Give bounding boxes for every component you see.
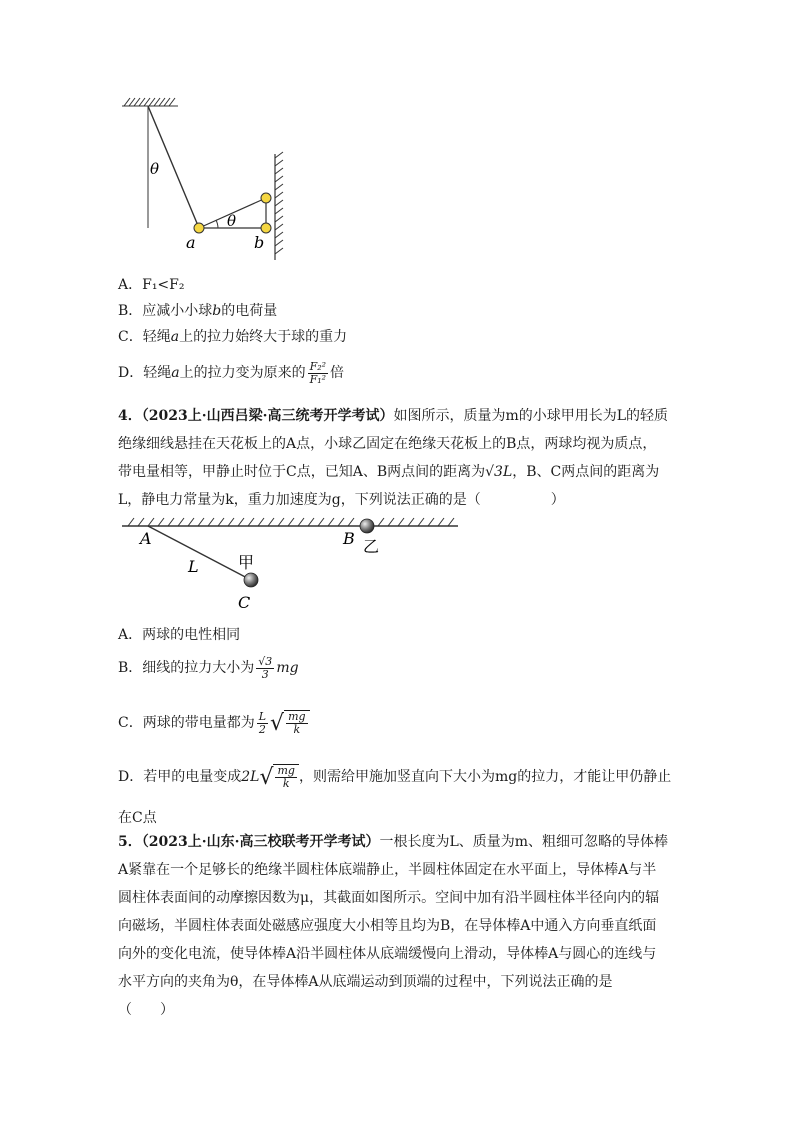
q3-option-b-prefix: B．应减小小球 [118,303,213,319]
q3-option-d[interactable] [118,355,344,391]
q4-line4-text: L，静电力常量为k，重力加速度为g，下列说法正确的是（ [118,492,481,508]
q4-number: 4． [118,408,142,424]
q4-option-c[interactable] [118,703,310,743]
q4-line3-post: ，B、C两点间的距离为 [512,464,660,480]
label-theta-top: θ [150,160,160,178]
q4-line4-end: ） [550,492,565,508]
q4-option-c-rad-den: k [293,723,301,736]
ceiling-hatch [122,98,178,106]
q4-option-d-rad-num: mg [277,764,295,777]
q5-source: （2023上·山东·高三校联考开学考试） [141,834,380,850]
q4-option-c-rad-num: mg [288,710,306,723]
q4-option-b-den: 3 [261,667,269,681]
q5-number: 5． [118,834,142,850]
q5-line7: （ ） [118,1002,174,1018]
label-b: b [254,233,265,252]
q3-option-d-frac-den: F₁² [309,372,327,386]
q3-option-c-suffix: 上的拉力始终大于球的重力 [179,329,348,345]
q3-option-b[interactable] [118,301,277,321]
ball-b [261,223,271,233]
q5-line2: A紧靠在一个足够长的绝缘半圆柱体底端静止，半圆柱体固定在水平面上，导体棒A与半 [118,862,657,878]
q4-option-c-fraction [257,711,268,736]
q3-option-d-mid: 上的拉力变为原来的 [179,365,306,381]
q4-option-d-sqrt: √ $\frac{mg}{k}$ [259,764,299,790]
q4-option-d-coef: 2L [241,769,260,785]
q3-option-c-prefix: C．轻绳 [118,329,171,345]
q4-line3-pre: 带电量相等，甲静止时位于C点，已知A、B两点间的距离为 [118,464,486,480]
q4-line2: 绝缘细线悬挂在天花板上的A点，小球乙固定在绝缘天花板上的B点，两球均视为质点， [118,436,657,452]
wall-hatch [275,152,283,254]
q4-option-d-rad-den: k [282,777,290,790]
question-5 [118,828,678,1024]
q5-line5: 向外的变化电流，使导体棒A沿半圆柱体从底端缓慢向上滑动，导体棒A与圆心的连线与 [118,946,657,962]
q5-line6: 水平方向的夹角为θ，在导体棒A从底端运动到顶端的过程中，下列说法正确的是 [118,974,613,990]
q3-option-c[interactable] [118,327,347,347]
q4-option-d-line2 [118,808,157,828]
q3-option-a-text: A．F₁<F₂ [118,277,185,293]
label-a: a [186,233,196,252]
q3-option-b-suffix: 的电荷量 [221,303,278,319]
q4-option-b-fraction [256,656,274,681]
q4-option-d[interactable] [118,757,671,797]
q4-option-c-sqrt: √ $\frac{mg}{k}$ [270,710,310,736]
ball-yi [360,519,374,533]
q4-option-a-text: A．两球的电性相同 [118,627,241,643]
q3-option-c-var: a [170,329,180,345]
string-ac [148,526,251,580]
q4-line3-math: √3L [485,464,513,480]
label-A: A [140,529,152,548]
ball-top [261,193,271,203]
q4-option-c-den: 2 [258,722,266,736]
angle-arc [216,220,218,228]
q3-option-d-var: a [171,365,180,381]
q5-line4: 向磁场，半圆柱体表面处磁感应强度大小相等且均为B，在导体棒A中通入方向垂直纸面 [118,918,657,934]
label-C: C [238,593,251,612]
q4-option-d-suffix: ，则需给甲施加竖直向下大小为mg的拉力，才能让甲仍静止 [298,769,672,785]
q3-option-b-var: b [212,303,222,319]
ball-jia [244,573,258,587]
q4-line1-rest: 如图所示，质量为m的小球甲用长为L的轻质 [393,408,669,424]
q4-option-b[interactable] [118,650,299,686]
figure-pendulum-wall [110,92,300,272]
q5-line3: 圆柱体表面间的动摩擦因数为μ，其截面如图所示。空间中加有沿半圆柱体半径向内的辐 [118,890,660,906]
q4-option-b-num: √3 [258,654,273,668]
label-jia: 甲 [238,553,255,572]
q3-option-d-frac-num: F₂² [309,359,327,373]
q4-line3 [118,458,678,486]
q4-option-d-line2-text: 在C点 [118,810,157,826]
q4-source: （2023上·山西吕梁·高三统考开学考试） [141,408,394,424]
figure-ceiling-two-balls [118,512,468,617]
q4-option-b-prefix: B．细线的拉力大小为 [118,660,255,676]
q4-option-b-suffix: mg [276,660,299,676]
q4-line4 [118,486,678,514]
q3-option-a[interactable] [118,275,185,295]
q4-option-c-num: L [258,709,267,723]
label-yi: 乙 [363,537,380,556]
q5-line1-rest: 一根长度为L、质量为m、粗细可忽略的导体棒 [379,834,669,850]
ball-a [194,223,204,233]
ceiling-hatch-2 [128,518,454,526]
q4-line1 [118,402,678,430]
q3-option-d-suffix: 倍 [330,365,345,381]
q4-option-c-prefix: C．两球的带电量都为 [118,715,255,731]
label-theta-mid: θ [227,212,237,230]
q3-option-d-fraction [308,361,328,386]
q5-line1 [118,828,678,856]
label-B: B [343,529,355,548]
question-4 [118,402,678,514]
q3-option-d-prefix: D．轻绳 [118,365,172,381]
label-L: L [188,557,199,576]
q4-option-a[interactable] [118,625,240,645]
q4-option-d-prefix: D．若甲的电量变成 [118,769,242,785]
